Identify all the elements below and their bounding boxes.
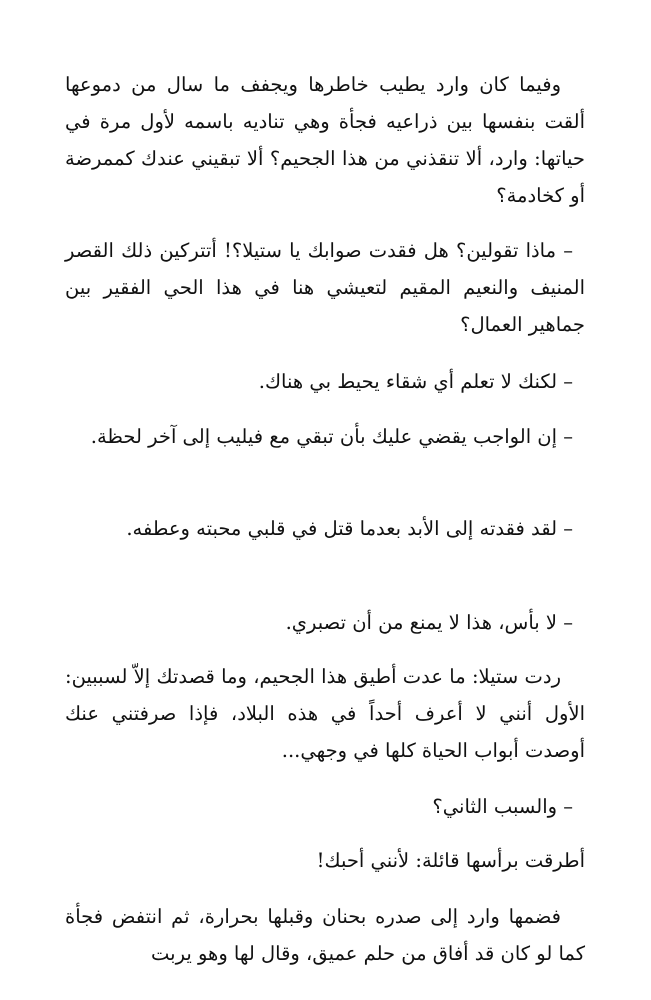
paragraph-10: فضمها وارد إلى صدره بحنان وقبلها بحرارة، ثم انتفض فجأة كما لو كان قد أفاق من حلم عميق، وقال لها وهو يربت xyxy=(65,905,585,965)
paragraph-3: – لكنك لا تعلم أي شقاء يحيط بي هناك. xyxy=(258,370,573,393)
paragraph-6: – لا بأس، هذا لا يمنع من أن تصبري. xyxy=(285,611,573,634)
paragraph-8: – والسبب الثاني؟ xyxy=(432,795,573,818)
paragraph-9: أطرقت برأسها قائلة: لأنني أحبك! xyxy=(316,849,585,872)
paragraph-1: وفيما كان وارد يطيب خاطرها ويجفف ما سال من دموعها ألقت بنفسها بين ذراعيه فجأة وهي تناديه باسمه لأول مرة في حياتها: وارد، ألا تنقذني من هذا الجحيم؟ ألا تبقيني عندك كممرضة أو كخادمة؟ xyxy=(65,73,585,207)
paragraph-7: ردت ستيلا: ما عدت أطيق هذا الجحيم، وما قصدتك إلاّ لسببين: الأول أنني لا أعرف أحداً في هذه البلاد، فإذا صرفتني عنك أوصدت أبواب الحياة كلها في وجهي... xyxy=(65,665,585,762)
paragraph-5: – لقد فقدته إلى الأبد بعدما قتل في قلبي محبته وعطفه. xyxy=(126,517,573,540)
paragraph-4: – إن الواجب يقضي عليك بأن تبقي مع فيليب إلى آخر لحظة. xyxy=(90,425,573,448)
paragraph-2: – ماذا تقولين؟ هل فقدت صوابك يا ستيلا؟! أتتركين ذلك القصر المنيف والنعيم المقيم لتعيشي هنا في هذا الحي الفقير بين جماهير العمال؟ xyxy=(65,239,585,336)
